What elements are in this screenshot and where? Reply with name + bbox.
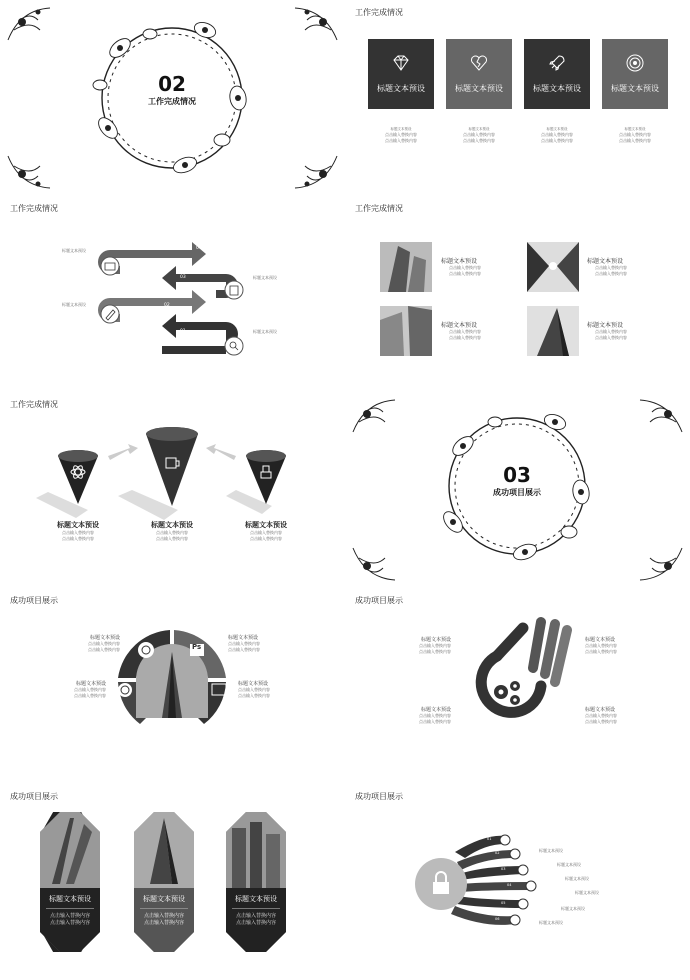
caption-title: 标题文本预设 [587,258,624,265]
caption-line: 点击输入替换内容 [143,920,184,926]
hexagon-cards [0,784,345,980]
step-label: 标题文本预设 [253,329,277,334]
slide-four-boxes [345,0,690,196]
caption-line: 点击输入替换内容 [238,687,270,692]
step-label: 标题文本预设 [62,302,86,307]
settings-icon [138,642,154,658]
building-photo-3 [380,306,432,356]
caption-title: 标题文本预设 [49,895,91,903]
arrow-left [108,444,138,460]
broken-heart-icon [469,53,489,73]
feature-box-1 [368,39,434,109]
search-icon [225,337,243,355]
caption-line: 点击输入替换内容 [156,530,188,535]
slide-arrow-process [0,196,345,392]
step-number: 02 [164,303,170,308]
building-photo-2 [527,242,579,292]
caption-line: 点击输入替换内容 [49,920,90,926]
caption-title: 标题文本预设 [587,322,624,329]
fan-icon-1 [500,835,510,845]
semicircle-caption-1 [72,634,120,653]
cone-caption-3 [228,520,304,542]
caption-title: 标题文本预设 [441,322,478,329]
slide-title: 工作完成情况 [355,8,403,17]
caption-title: 标题文本预设 [228,635,259,641]
cone-diagram [0,392,345,588]
arrow-band-02 [110,290,206,314]
finger-1 [533,622,541,668]
caption-line: 点击输入替换内容 [250,536,282,541]
semicircle-caption-4 [238,680,270,699]
caption-line: 点击输入替换内容 [235,920,276,926]
caption-line: 点击输入替换内容 [385,138,417,143]
hand-caption-2 [585,636,617,655]
caption-line: 点击输入替换内容 [235,913,276,919]
hand-caption-1 [399,636,451,655]
step-number: 03 [180,275,186,280]
slide-lock-fan [345,784,690,980]
hex-caption-3 [226,894,286,927]
fan-icon-6 [510,915,520,925]
caption-line: 点击输入替换内容 [228,647,260,652]
caption-line: 点击输入替换内容 [463,138,495,143]
cone-caption-1 [40,520,116,542]
caption-line: 点击输入替换内容 [449,329,481,334]
fan-number: 06 [495,917,500,921]
fan-icon-3 [518,865,528,875]
caption-line: 点击输入替换内容 [541,138,573,143]
document-icon [225,281,243,299]
caption-line: 点击输入替换内容 [62,536,94,541]
feature-caption-2 [446,126,512,144]
caption-line: 点击输入替换内容 [419,643,451,648]
slide-title: 工作完成情况 [10,204,58,213]
slide-title: 成功项目展示 [355,792,403,801]
section-number: 02 [158,72,186,96]
caption-title: 标题文本预设 [143,895,185,903]
slide-section-02 [0,0,345,196]
arrow-band-04 [110,242,206,266]
slide-title: 成功项目展示 [355,596,403,605]
fan-number: 03 [501,867,506,871]
target-icon [625,53,645,73]
caption-line: 点击输入替换内容 [49,913,90,919]
hand-caption-3 [399,706,451,725]
caption-line: 点击输入替换内容 [419,649,451,654]
caption-title: 标题文本预设 [151,521,193,529]
feature-box-label: 标题文本预设 [611,84,659,93]
caption-title: 标题文本预设 [390,127,412,131]
feature-box-2 [446,39,512,109]
lock-fan-diagram [345,784,690,980]
semicircle-diagram [0,588,345,784]
caption-title: 标题文本预设 [468,127,490,131]
database-icon [101,257,119,275]
cone-caption-2 [134,520,210,542]
feature-box-3 [524,39,590,109]
caption-line: 点击输入替换内容 [156,536,188,541]
fan-icon-4 [526,881,536,891]
caption-line: 点击输入替换内容 [449,265,481,270]
caption-title: 标题文本预设 [441,258,478,265]
slide-title: 工作完成情况 [10,400,58,409]
feature-caption-4 [602,126,668,144]
caption-line: 点击输入替换内容 [88,647,120,652]
caption-title: 标题文本预设 [89,635,120,641]
feature-box-label: 标题文本预设 [455,84,503,93]
caption-line: 点击输入替换内容 [541,132,573,137]
caption-line: 点击输入替换内容 [250,530,282,535]
caption-line: 点击输入替换内容 [449,335,481,340]
building-photo-1 [380,242,432,292]
fan-number: 05 [501,901,506,905]
caption-line: 点击输入替换内容 [595,265,627,270]
caption-title: 标题文本预设 [245,521,287,529]
caption-line: 点击输入替换内容 [595,271,627,276]
arrow-band-03 [162,266,226,290]
caption-line: 点击输入替换内容 [419,713,451,718]
rocket-icon [547,53,567,73]
caption-line: 点击输入替换内容 [585,719,617,724]
fan-label: 标题文本预设 [575,890,599,895]
zigzag-arrow-diagram [0,196,345,392]
fan-number: 04 [507,883,512,887]
photo-caption-4 [587,320,627,341]
caption-line: 点击输入替换内容 [463,132,495,137]
slide-semicircle [0,588,345,784]
caption-line: 点击输入替换内容 [595,329,627,334]
caption-title: 标题文本预设 [75,681,106,687]
step-label: 标题文本预设 [62,248,86,253]
section-title: 工作完成情况 [148,97,196,106]
slide-photo-grid [345,196,690,392]
step-number: 01 [180,329,186,334]
fan-number: 01 [487,837,492,841]
wordpress-icon [118,683,132,697]
feature-caption-1 [368,126,434,144]
step-number: 04 [196,246,202,251]
section-number: 03 [503,463,531,487]
photo-caption-3 [441,320,481,341]
slide-cones [0,392,345,588]
fan-number: 02 [495,851,500,855]
caption-title: 标题文本预设 [235,895,277,903]
caption-line: 点击输入替换内容 [595,335,627,340]
fan-icon-5 [518,899,528,909]
caption-title: 标题文本预设 [57,521,99,529]
diamond-icon [391,53,411,73]
fan-label: 标题文本预设 [565,876,589,881]
caption-title: 标题文本预设 [420,707,451,713]
semicircle-caption-3 [58,680,106,699]
caption-line: 点击输入替换内容 [585,643,617,648]
caption-title: 标题文本预设 [238,681,269,687]
caption-line: 点击输入替换内容 [143,913,184,919]
slide-title: 成功项目展示 [10,792,58,801]
section-title: 成功项目展示 [493,488,541,497]
fan-icon-2 [510,849,520,859]
caption-title: 标题文本预设 [585,707,616,713]
semicircle-caption-2 [228,634,260,653]
fan-label: 标题文本预设 [539,848,563,853]
caption-title: 标题文本预设 [420,637,451,643]
hand-caption-4 [585,706,617,725]
fan-label: 标题文本预设 [557,862,581,867]
caption-line: 点击输入替换内容 [74,693,106,698]
fan-label: 标题文本预设 [561,906,585,911]
caption-line: 点击输入替换内容 [619,132,651,137]
arrow-band-01 [162,314,226,338]
hex-caption-2 [134,894,194,927]
caption-line: 点击输入替换内容 [385,132,417,137]
caption-title: 标题文本预设 [624,127,646,131]
building-photo-4 [527,306,579,356]
caption-line: 点击输入替换内容 [585,649,617,654]
caption-line: 点击输入替换内容 [419,719,451,724]
slide-section-03 [345,392,690,588]
step-label: 标题文本预设 [253,275,277,280]
feature-box-label: 标题文本预设 [533,84,581,93]
photoshop-label: Ps [192,643,202,651]
caption-line: 点击输入替换内容 [585,713,617,718]
arrow-right [206,444,236,460]
caption-line: 点击输入替换内容 [238,693,270,698]
ok-hand-diagram [345,588,690,784]
slide-ok-hand [345,588,690,784]
slide-title: 工作完成情况 [355,204,403,213]
caption-line: 点击输入替换内容 [449,271,481,276]
caption-line: 点击输入替换内容 [88,641,120,646]
caption-line: 点击输入替换内容 [619,138,651,143]
caption-line: 点击输入替换内容 [228,641,260,646]
feature-box-label: 标题文本预设 [377,84,425,93]
feature-box-4 [602,39,668,109]
slide-hexagons [0,784,345,980]
fan-label: 标题文本预设 [539,920,563,925]
slide-title: 成功项目展示 [10,596,58,605]
caption-title: 标题文本预设 [546,127,568,131]
photo-caption-1 [441,256,481,277]
caption-line: 点击输入替换内容 [74,687,106,692]
caption-title: 标题文本预设 [585,637,616,643]
photo-caption-2 [587,256,627,277]
caption-line: 点击输入替换内容 [62,530,94,535]
hex-caption-1 [40,894,100,927]
feature-caption-3 [524,126,590,144]
lock-icon [433,882,449,894]
